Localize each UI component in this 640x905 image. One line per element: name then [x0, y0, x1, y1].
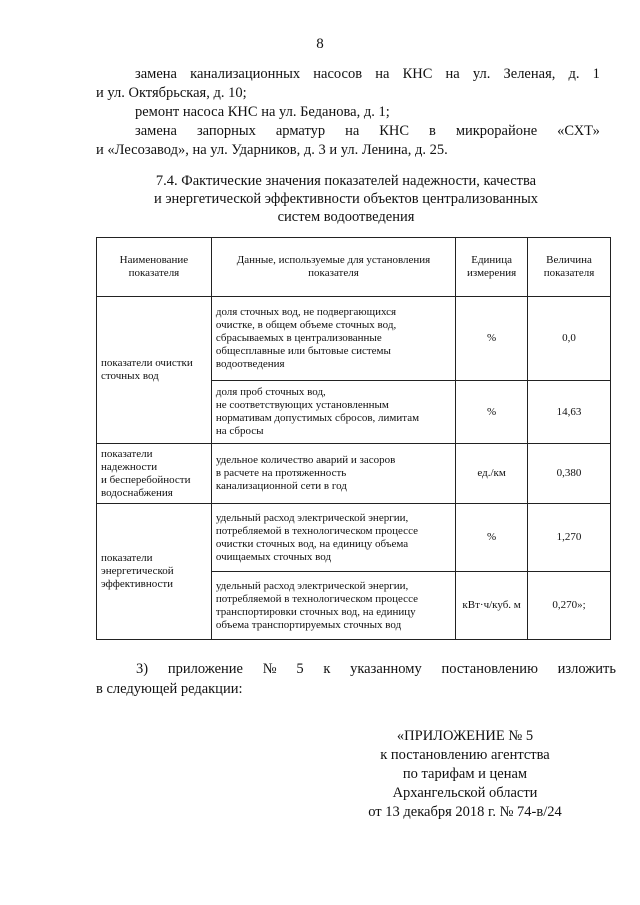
- row-desc: удельный расход электрической энергии, потребляемой в технологическом процессе очистки сточных вод, на единицу объема очищаемых сточных вод: [211, 504, 455, 572]
- table-row: [97, 504, 611, 572]
- group-name: показатели очистки сточных вод: [97, 297, 212, 444]
- word: 5: [296, 661, 304, 677]
- row-unit: %: [456, 504, 528, 572]
- word: канализационных: [190, 66, 301, 82]
- intro-line-3: ремонт насоса КНС на ул. Беданова, д. 1;: [135, 104, 390, 120]
- caption-line: «ПРИЛОЖЕНИЕ № 5: [396, 728, 534, 744]
- word: Зеленая,: [503, 66, 556, 82]
- row-unit: кВт·ч/куб. м: [456, 572, 528, 640]
- caption-line: к постановлению агентства: [380, 747, 550, 763]
- word: изложить: [557, 661, 616, 677]
- caption-line: Архангельской области: [392, 785, 538, 801]
- heading-line: 7.4. Фактические значения показателей надежности, качества: [155, 173, 537, 189]
- heading-line: и энергетической эффективности объектов централизованных: [153, 191, 539, 207]
- word: запорных: [196, 123, 256, 139]
- appendix-line-2: в следующей редакции:: [96, 681, 243, 697]
- row-value: 0,380: [528, 444, 611, 504]
- row-desc: удельное количество аварий и засоров в расчете на протяженность канализационной сети в год: [211, 444, 455, 504]
- appendix-line-1: [96, 659, 616, 679]
- row-value: 1,270: [528, 504, 611, 572]
- word: д.: [568, 66, 580, 82]
- table-row: [97, 297, 611, 381]
- caption-line: по тарифам и ценам: [402, 766, 528, 782]
- word: постановлению: [441, 661, 538, 677]
- intro-line-2: и ул. Октябрьская, д. 10;: [96, 85, 247, 101]
- header-name: Наименование показателя: [97, 238, 212, 297]
- section-heading: [96, 172, 596, 226]
- row-unit: ед./км: [456, 444, 528, 504]
- row-value: 0,0: [528, 297, 611, 381]
- appendix-paragraph: [96, 659, 616, 699]
- header-unit: Единица измерения: [456, 238, 528, 297]
- appendix-caption: [330, 727, 600, 822]
- row-desc: доля проб сточных вод, не соответствующих установленным нормативам допустимых сбросов, лимитам на сбросы: [211, 381, 455, 444]
- intro-line-4: [135, 122, 600, 141]
- intro-line-1: [135, 65, 600, 84]
- word: в: [429, 123, 436, 139]
- word: приложение: [167, 661, 243, 677]
- word: «СХТ»: [557, 123, 600, 139]
- word: 3): [136, 661, 149, 677]
- word: микрорайоне: [455, 123, 538, 139]
- word: арматур: [275, 123, 326, 139]
- table-row: [97, 444, 611, 504]
- word: замена: [135, 66, 177, 82]
- word: на: [345, 123, 360, 139]
- heading-line: систем водоотведения: [277, 209, 415, 225]
- word: на: [445, 66, 460, 82]
- word: КНС: [402, 66, 433, 82]
- row-desc: доля сточных вод, не подвергающихся очистке, в общем объеме сточных вод, сбрасываемых в централизованные общесплавные или бытовые системы водоотведения: [211, 297, 455, 381]
- header-data: Данные, используемые для установления показателя: [211, 238, 455, 297]
- word: КНС: [379, 123, 410, 139]
- indicators-table: [96, 237, 611, 640]
- word: замена: [135, 123, 177, 139]
- row-unit: %: [456, 381, 528, 444]
- word: указанному: [350, 661, 422, 677]
- table-header-row: [97, 238, 611, 297]
- header-value: Величина показателя: [528, 238, 611, 297]
- caption-line: от 13 декабря 2018 г. № 74-в/24: [368, 804, 562, 820]
- group-name: показатели надежности и бесперебойности водоснабжения: [97, 444, 212, 504]
- word: №: [262, 661, 277, 677]
- word: 1: [592, 66, 600, 82]
- row-unit: %: [456, 297, 528, 381]
- group-name: показатели энергетической эффективности: [97, 504, 212, 640]
- row-value: 14,63: [528, 381, 611, 444]
- word: к: [323, 661, 331, 677]
- row-desc: удельный расход электрической энергии, потребляемой в технологическом процессе транспортировки сточных вод, на единицу объема транспортируемых сточных вод: [211, 572, 455, 640]
- intro-line-5: и «Лесозавод», на ул. Ударников, д. 3 и ул. Ленина, д. 25.: [96, 142, 448, 158]
- word: насосов: [313, 66, 363, 82]
- page-number: 8: [316, 36, 324, 52]
- word: на: [375, 66, 390, 82]
- word: ул.: [472, 66, 491, 82]
- row-value: 0,270»;: [528, 572, 611, 640]
